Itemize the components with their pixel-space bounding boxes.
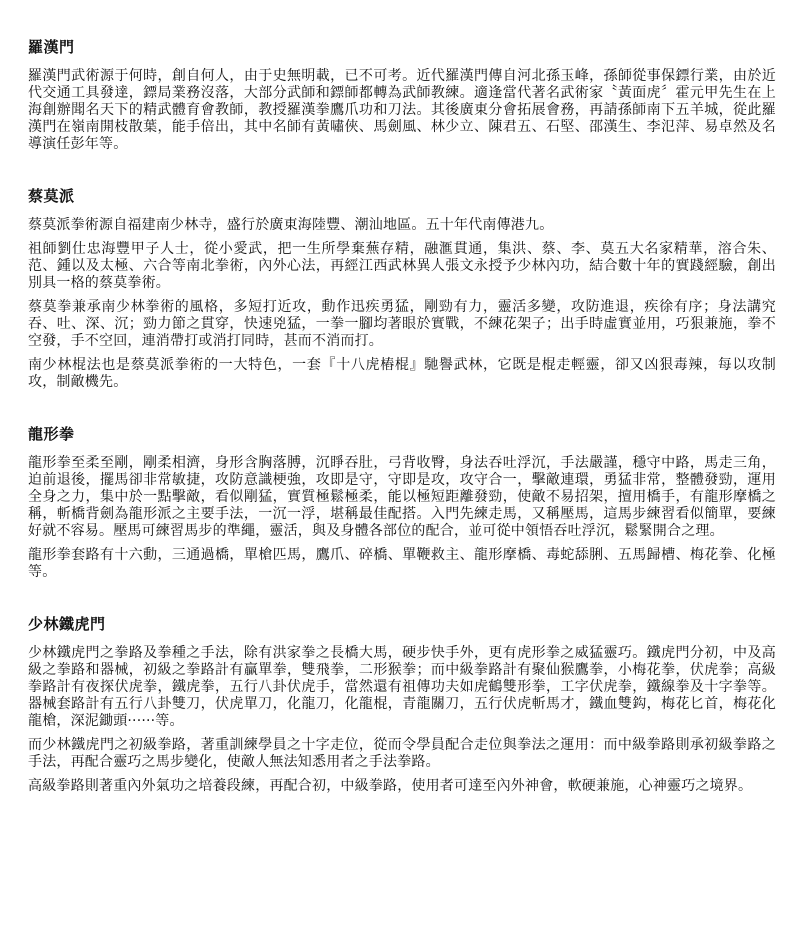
paragraph: 祖師劉仕忠海豐甲子人士，從小愛武，把一生所學棄蕪存精，融滙貫通，集洪、蔡、李、莫五大名家精華，溶合朱、范、鍾以及太極、六合等南北拳術，內外心法，再經江西武林異人張文永授予少林內功，結合數十年的實踐經驗，創出別具一格的蔡莫拳術。 [28, 241, 776, 291]
section-cai-mo-pai [28, 187, 776, 391]
section-heading: 羅漢門 [28, 38, 75, 56]
paragraph: 蔡莫派拳術源自福建南少林寺，盛行於廣東海陸豐、潮汕地區。五十年代南傳港九。 [28, 217, 554, 233]
paragraph: 而少林鐵虎門之初級拳路，著重訓練學員之十字走位，從而令學員配合走位與拳法之運用：而中級拳路則承初級拳路之手法，再配合靈巧之馬步變化，使敵人無法知悉用者之手法拳路。 [28, 737, 776, 770]
section-heading: 龍形拳 [28, 425, 75, 443]
document-page [28, 38, 776, 795]
section-heading: 少林鐵虎門 [28, 615, 106, 633]
paragraph: 羅漢門武術源于何時，創自何人，由于史無明載，已不可考。近代羅漢門傳自河北孫玉峰，孫師從事保鏢行業，由於近代交通工具發達，鏢局業務沒落，大部分武師和鏢師都轉為武師教練。適逢當代著名武術家〝黃面虎〞霍元甲先生在上海創辦聞名天下的精武體育會教師，教授羅漢拳鷹爪功和刀法。其後廣東分會拓展會務，再請孫師南下五羊城，從此羅漢門在嶺南開枝散葉，能手倍出，其中名師有黃嘯俠、馬劍風、林少立、陳君五、石堅、邵漢生、李氾萍、易卓然及名導演任彭年等。 [28, 68, 776, 152]
paragraph: 蔡莫拳兼承南少林拳術的風格，多短打近攻，動作迅疾勇猛，剛勁有力，靈活多變，攻防進退，疾徐有序；身法講究吞、吐、深、沉；勁力節之貫穿，快速兇猛，一拳一腳均著眼於實戰，不練花架子；出手時虛實並用，巧狠兼施，拳不空發，手不空回，連消帶打或消打同時，甚而不消而打。 [28, 299, 776, 349]
section-shaolin-tiehu-men [28, 615, 776, 795]
paragraph: 高級拳路則著重內外氣功之培養段練，再配合初，中級拳路，使用者可達至內外神會，軟硬兼施，心神靈巧之境界。 [28, 778, 753, 794]
paragraph: 南少林棍法也是蔡莫派拳術的一大特色，一套『十八虎樁棍』馳譽武林，它既是棍走輕靈，卻又凶狠毒辣，每以攻制攻，制敵機先。 [28, 357, 776, 390]
paragraph: 龍形拳套路有十六動，三通過橋，單槍匹馬，鷹爪、碎橋、單鞭救主、龍形摩橋、毒蛇舔脷、五馬歸槽、梅花拳、化極等。 [28, 547, 776, 580]
section-heading: 蔡莫派 [28, 187, 75, 205]
paragraph: 龍形拳至柔至剛，剛柔相濟，身形含胸落膊，沉睜吞肚，弓背收臀，身法吞吐浮沉，手法嚴謹，穩守中路，馬走三角，迫前退後，擺馬卻非常敏捷，攻防意識梗強，攻即是守，守即是攻，攻守合一，擊敵連環，勇猛非常，整體發勁，運用全身之力，集中於一點擊敵，看似剛猛，實質極鬆極柔，能以極短距離發勁，使敵不易招架，擅用橋手，有龍形摩橋之稱，斬橋背劍為龍形派之主要手法，一沉一浮，堪稱最佳配搭。入門先練走馬，又稱壓馬，這馬步練習看似簡單，要練好就不容易。壓馬可練習馬步的準繩，靈活，與及身體各部位的配合，並可從中領悟吞吐浮沉，鬆緊開合之理。 [28, 455, 776, 539]
paragraph: 少林鐵虎門之拳路及拳種之手法，除有洪家拳之長橋大馬，硬步快手外，更有虎形拳之威猛靈巧。鐵虎門分初，中及高級之拳路和器械，初級之拳路計有贏單拳，雙飛拳，二形猴拳；而中級拳路計有聚仙猴鷹拳，小梅花拳，伏虎拳；高級拳路計有夜探伏虎拳，鐵虎拳，五行八卦伏虎手，當然還有祖傳功夫如虎鶴雙形拳，工字伏虎拳，鐵線拳及十字拳等。器械套路計有五行八卦雙刀，伏虎單刀，化龍刀，化龍棍，青龍關刀，五行伏虎斬馬才，鐵血雙鈎，梅花匕首，梅花化龍槍，深泥鋤頭······等。 [28, 645, 776, 729]
section-long-xing-quan [28, 425, 776, 581]
section-luohan-men [28, 38, 776, 153]
